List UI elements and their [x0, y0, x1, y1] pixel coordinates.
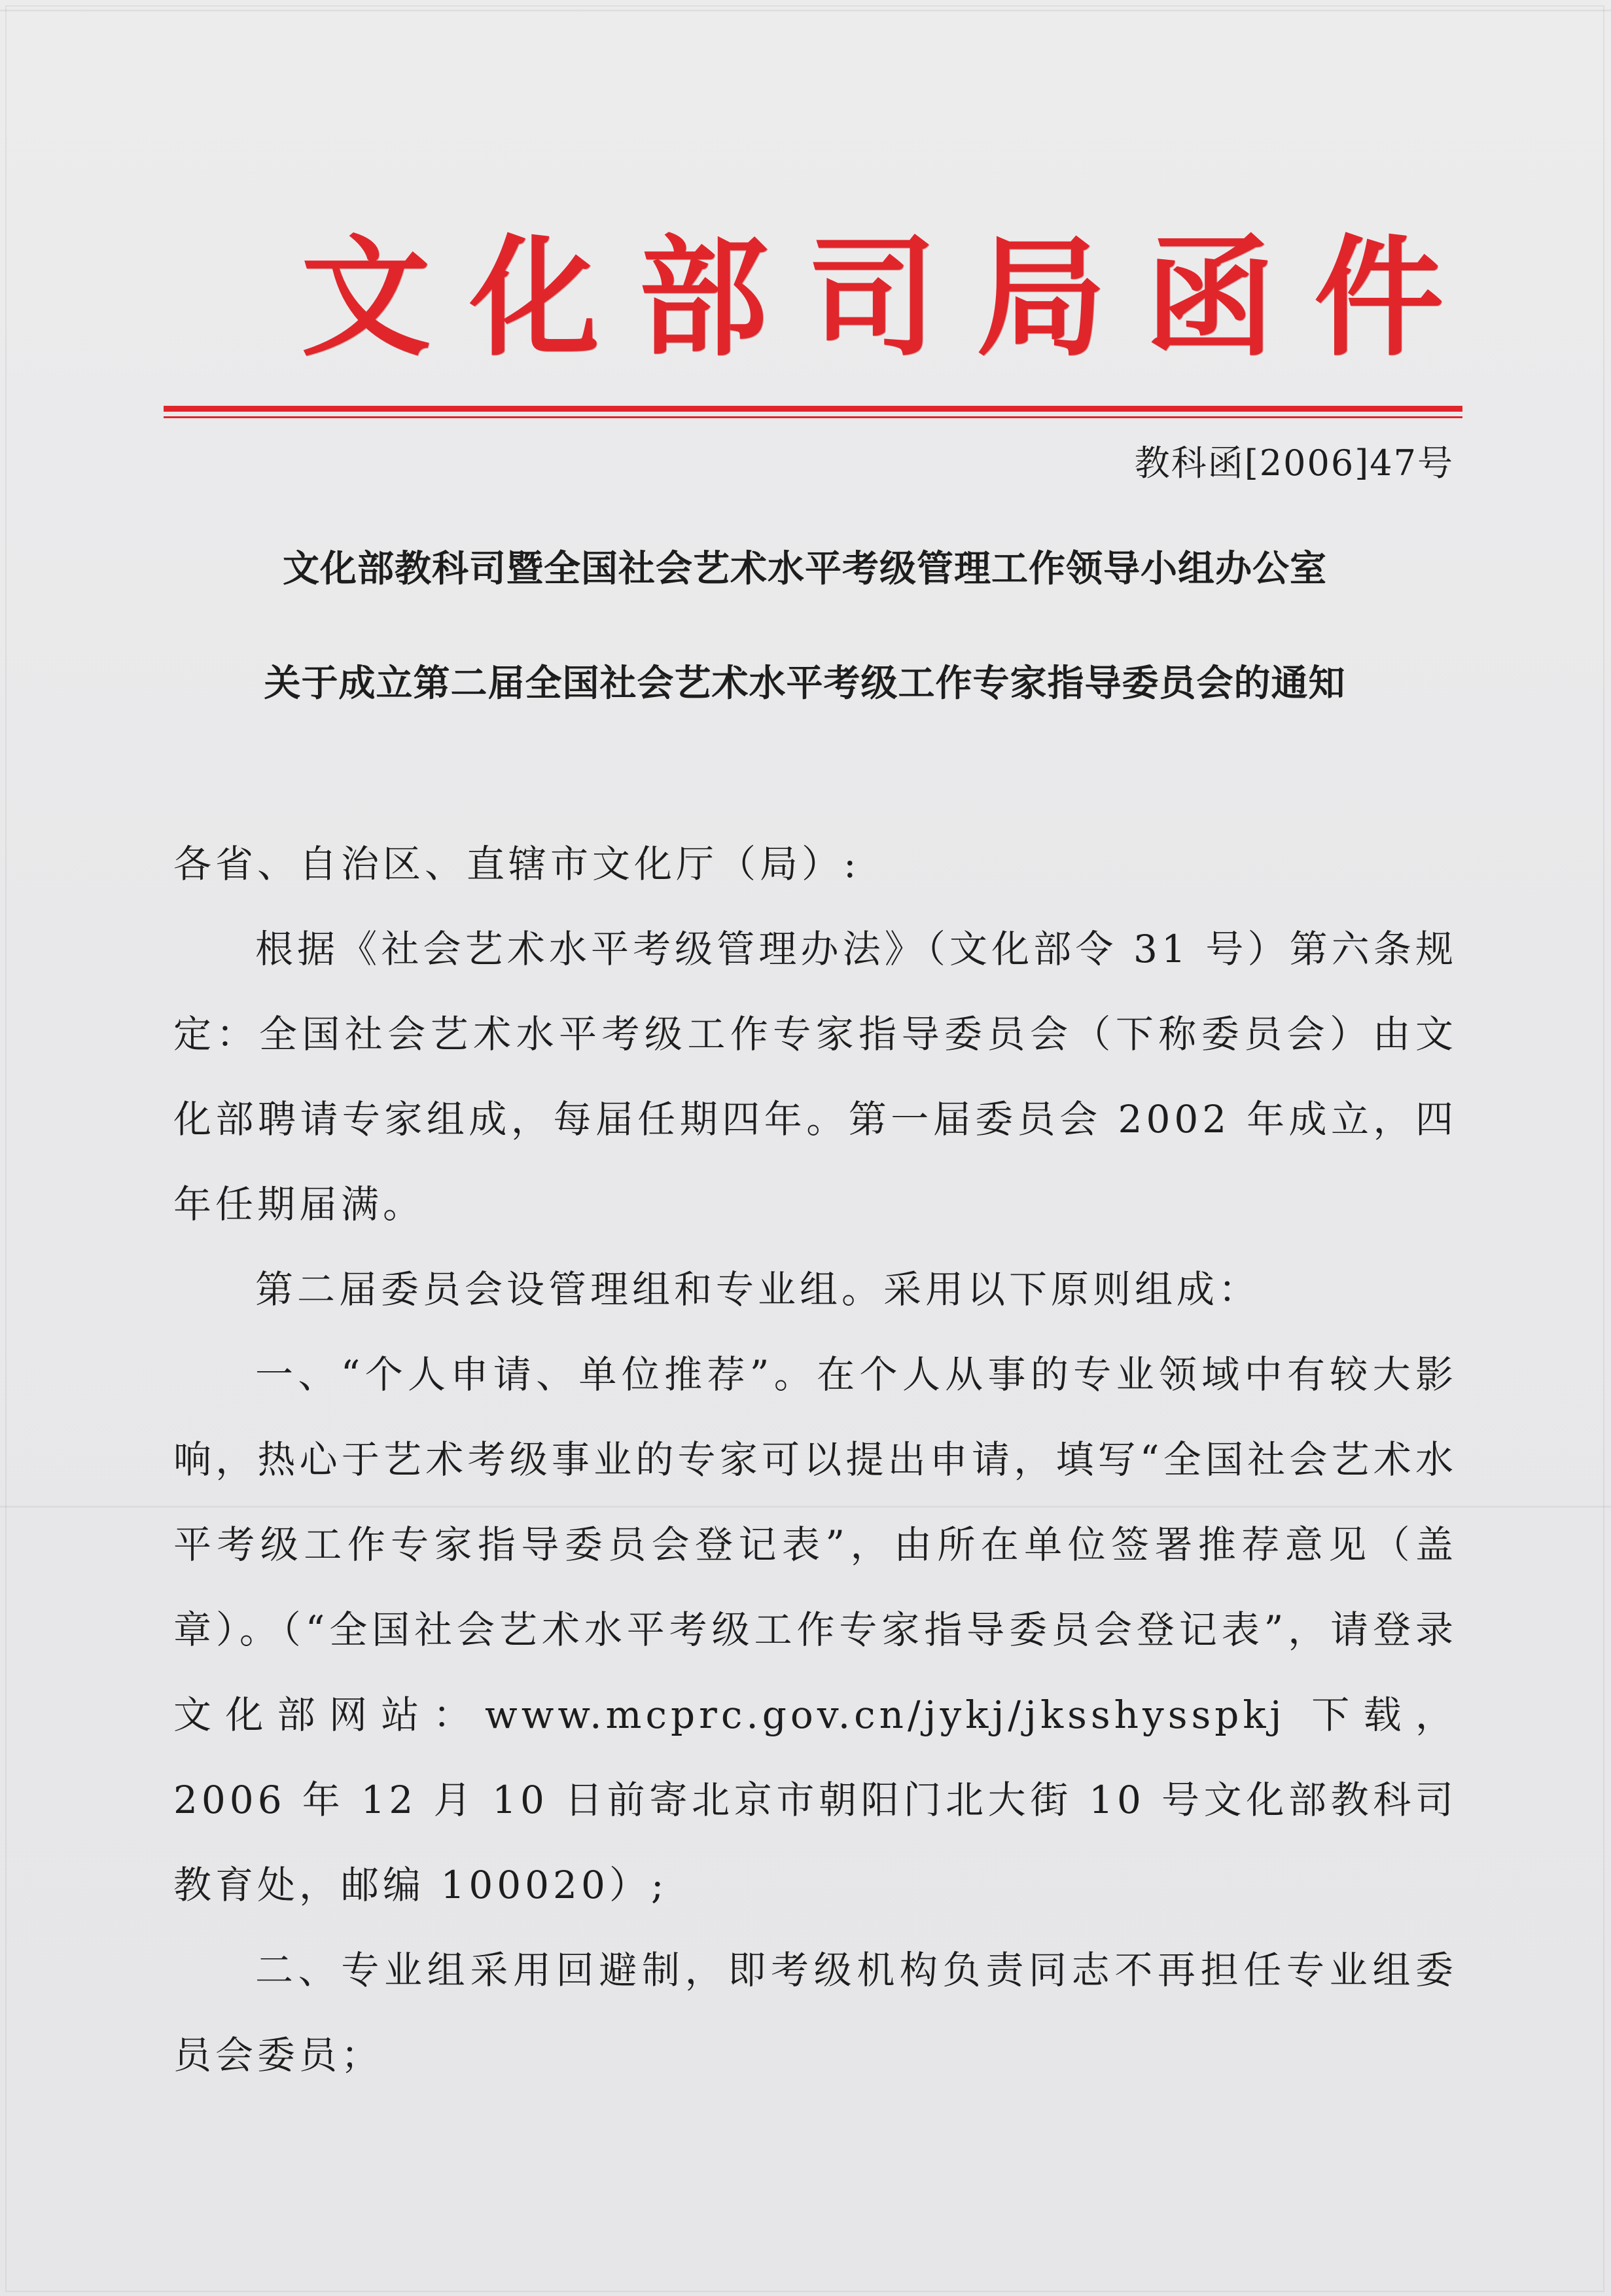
- body-paragraph: 第二届委员会设管理组和专业组。采用以下原则组成：: [255, 1267, 1261, 1312]
- document-number: 教科函[2006]47号: [1134, 442, 1454, 484]
- body-paragraph: 二、专业组采用回避制，即考级机构负责同志不再担任专业组委员会委员；: [173, 1948, 1457, 2077]
- salutation: 各省、自治区、直辖市文化厅（局）:: [173, 842, 860, 886]
- notice-body: [173, 821, 1457, 2098]
- body-paragraph: 一、“个人申请、单位推荐”。在个人从事的专业领域中有较大影响，热心于艺术考级事业的专家可以提出申请，填写“全国社会艺术水平考级工作专家指导委员会登记表”，由所在单位签署推荐意见（盖章）。（“全国社会艺术水平考级工作专家指导委员会登记表”，请登录文化部网站：www.mcprc.gov.cn/jykj/jksshysspkj 下载，2006 年 12 月 10 日前寄北京市朝阳门北大街 10 号文化部教科司教育处，邮编 100020）;: [173, 1352, 1457, 1907]
- letterhead-title: 文化部司局函件: [301, 221, 1483, 374]
- notice-heading-line-2: 关于成立第二届全国社会艺术水平考级工作专家指导委员会的通知: [264, 662, 1346, 705]
- paper-fold-line: [0, 9, 1611, 12]
- letterhead-red-rule: [164, 406, 1462, 412]
- body-paragraph: 根据《社会艺术水平考级管理办法》（文化部令 31 号）第六条规定：全国社会艺术水平考级工作专家指导委员会（下称委员会）由文化部聘请专家组成，每届任期四年。第一届委员会 2002 年成立，四年任期届满。: [173, 927, 1457, 1227]
- notice-heading-line-1: 文化部教科司暨全国社会艺术水平考级管理工作领导小组办公室: [283, 548, 1327, 590]
- letterhead-red-rule-thin: [164, 416, 1462, 418]
